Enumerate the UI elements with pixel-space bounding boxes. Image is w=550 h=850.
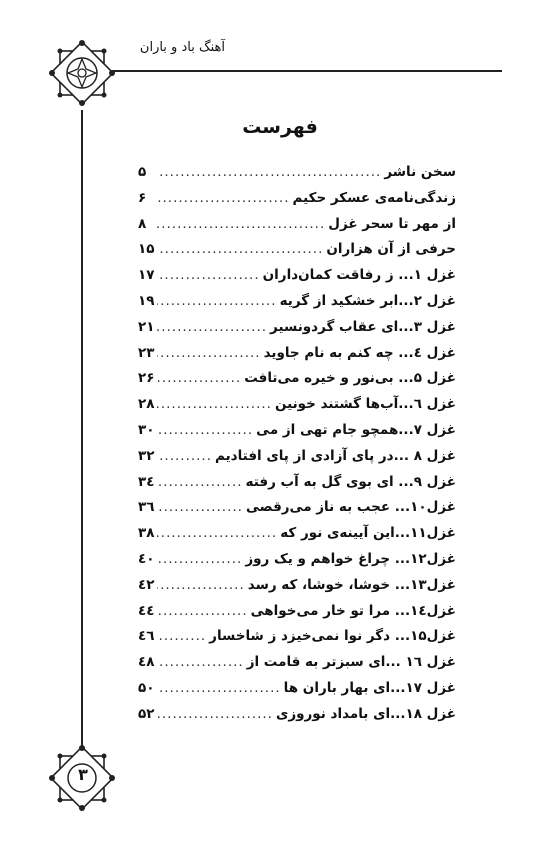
toc-entry (138, 341, 456, 367)
toc-entry (138, 289, 456, 315)
toc-entry (138, 702, 456, 728)
running-header-book-title: آهنگ باد و باران (139, 40, 225, 55)
dot-leader (157, 341, 260, 367)
toc-entry-title: غزل ۱۷...ای بهار باران ها (283, 679, 456, 696)
toc-entry (138, 186, 456, 212)
toc-entry-page: ۲۸ (138, 396, 155, 413)
toc-entry-title: غزل۱۵... دگر نوا نمی‌خیزد ز شاخسار (209, 628, 456, 645)
toc-entry (138, 315, 456, 341)
toc-entry-title: غزل۱۲... چراغ خواهم و یک روز (245, 550, 456, 567)
page-number: ۳ (78, 765, 88, 784)
toc-entry-page: ۵۲ (138, 705, 155, 722)
toc-entry-title: غزل۱۳... خوشا، خوشا، که رسد (247, 576, 456, 593)
toc-entry (138, 212, 456, 238)
toc-entry-page: ۲۶ (138, 370, 155, 387)
toc-entry-title: غزل۱۱...این آیینه‌ی نور که (280, 525, 456, 542)
toc-entry (138, 263, 456, 289)
toc-entry-page: ۸ (138, 215, 147, 232)
toc-entry-title: غزل ۷...همچو جام تهی از می (256, 421, 456, 438)
toc-entry-page: ۳٦ (138, 499, 155, 516)
dot-leader (157, 599, 247, 625)
toc-entry (138, 237, 456, 263)
toc-entry-title: غزل۱٤... مرا تو خار می‌خواهی (250, 602, 456, 619)
toc-entry (138, 650, 456, 676)
toc-entry-title: غزل ۱۸...ای بامداد نوروزی (275, 705, 456, 722)
toc-entry (138, 418, 456, 444)
dot-leader (157, 418, 253, 444)
toc-entry-page: ۱۷ (138, 267, 155, 284)
toc-entry-page: ۲۳ (138, 344, 155, 361)
dot-leader (157, 470, 242, 496)
dot-leader (157, 650, 243, 676)
toc-heading: فهرست (242, 116, 318, 138)
dot-leader (157, 521, 277, 547)
toc-entry-title: غزل ۵... بی‌نور و خیره می‌تافت (244, 370, 456, 387)
toc-entry-page: ۱۵ (138, 241, 155, 258)
toc-entry-title: غزل ۱٦ ...ای سبزتر به قامت از (246, 654, 456, 671)
toc-entry-page: ۳۸ (138, 525, 155, 542)
toc-entry (138, 599, 456, 625)
toc-entry-title: حرفی از آن هزاران (326, 241, 456, 258)
dot-leader (157, 547, 242, 573)
dot-leader (157, 366, 241, 392)
toc-entry-title: غزل ۳...ای عقاب گردونسیر (270, 318, 456, 335)
dot-leader (157, 263, 259, 289)
toc-entry (138, 366, 456, 392)
toc-entry (138, 676, 456, 702)
toc-entry-title: غزل ۲...ابر خشکید از گریه (279, 292, 456, 309)
toc-entry (138, 547, 456, 573)
toc-entry-title: غزل ٤... چه کنم به نام جاوید (263, 344, 456, 361)
margin-rule (81, 110, 83, 760)
toc-entry-page: ۶ (138, 189, 147, 206)
toc-entry (138, 573, 456, 599)
dot-leader (157, 315, 267, 341)
toc-entry-title: غزل ٦...آب‌ها گشتند خونین (274, 396, 456, 413)
dot-leader (157, 495, 243, 521)
toc-entry-title: غزل ۱... ز رفاقت کمان‌داران (262, 267, 456, 284)
toc-entry (138, 495, 456, 521)
toc-entry (138, 444, 456, 470)
toc-entry-page: ۵ (138, 164, 147, 180)
toc-entry-title: غزل۱۰... عجب به ناز می‌رقصی (245, 499, 456, 516)
toc-entry (138, 624, 456, 650)
toc-entry (138, 521, 456, 547)
top-rosette-ornament (47, 38, 117, 108)
toc-entry-page: ٤٦ (138, 628, 155, 645)
toc-entry (138, 392, 456, 418)
header-rule (112, 70, 502, 72)
toc-entry-page: ۳٤ (138, 473, 155, 490)
toc-entry (138, 160, 456, 186)
toc-entry-page: ۱۹ (138, 292, 155, 309)
toc-entry-page: ٤۲ (138, 576, 155, 593)
toc-entry-title: غزل ۸ ...در پای آزادی از پای افتادیم (215, 447, 456, 464)
toc-entry-title: از مهر تا سحر غزل (328, 215, 456, 232)
toc-entry-page: ۳۰ (138, 421, 155, 438)
dot-leader (157, 289, 276, 315)
dot-leader (157, 160, 381, 186)
dot-leader (157, 702, 273, 728)
dot-leader (157, 392, 271, 418)
dot-leader (157, 573, 244, 599)
toc-entry-title: سخن ناشر (384, 164, 456, 180)
toc-entry-page: ٤۸ (138, 654, 155, 671)
toc-entry-page: ۳۲ (138, 447, 155, 464)
dot-leader (157, 237, 323, 263)
toc-entry-title: غزل ۹... ای بوی گل به آب رفته (245, 473, 456, 490)
dot-leader (157, 676, 280, 702)
table-of-contents (138, 160, 456, 728)
toc-entry-page: ۵۰ (138, 679, 155, 696)
dot-leader (157, 186, 290, 212)
toc-entry-title: زندگی‌نامه‌ی عسکر حکیم (292, 189, 456, 206)
toc-entry-page: ٤٠ (138, 550, 155, 567)
toc-entry-page: ٤٤ (138, 602, 155, 619)
toc-entry (138, 470, 456, 496)
dot-leader (157, 624, 206, 650)
toc-entry-page: ۲۱ (138, 318, 155, 335)
dot-leader (157, 444, 212, 470)
dot-leader (157, 212, 325, 238)
